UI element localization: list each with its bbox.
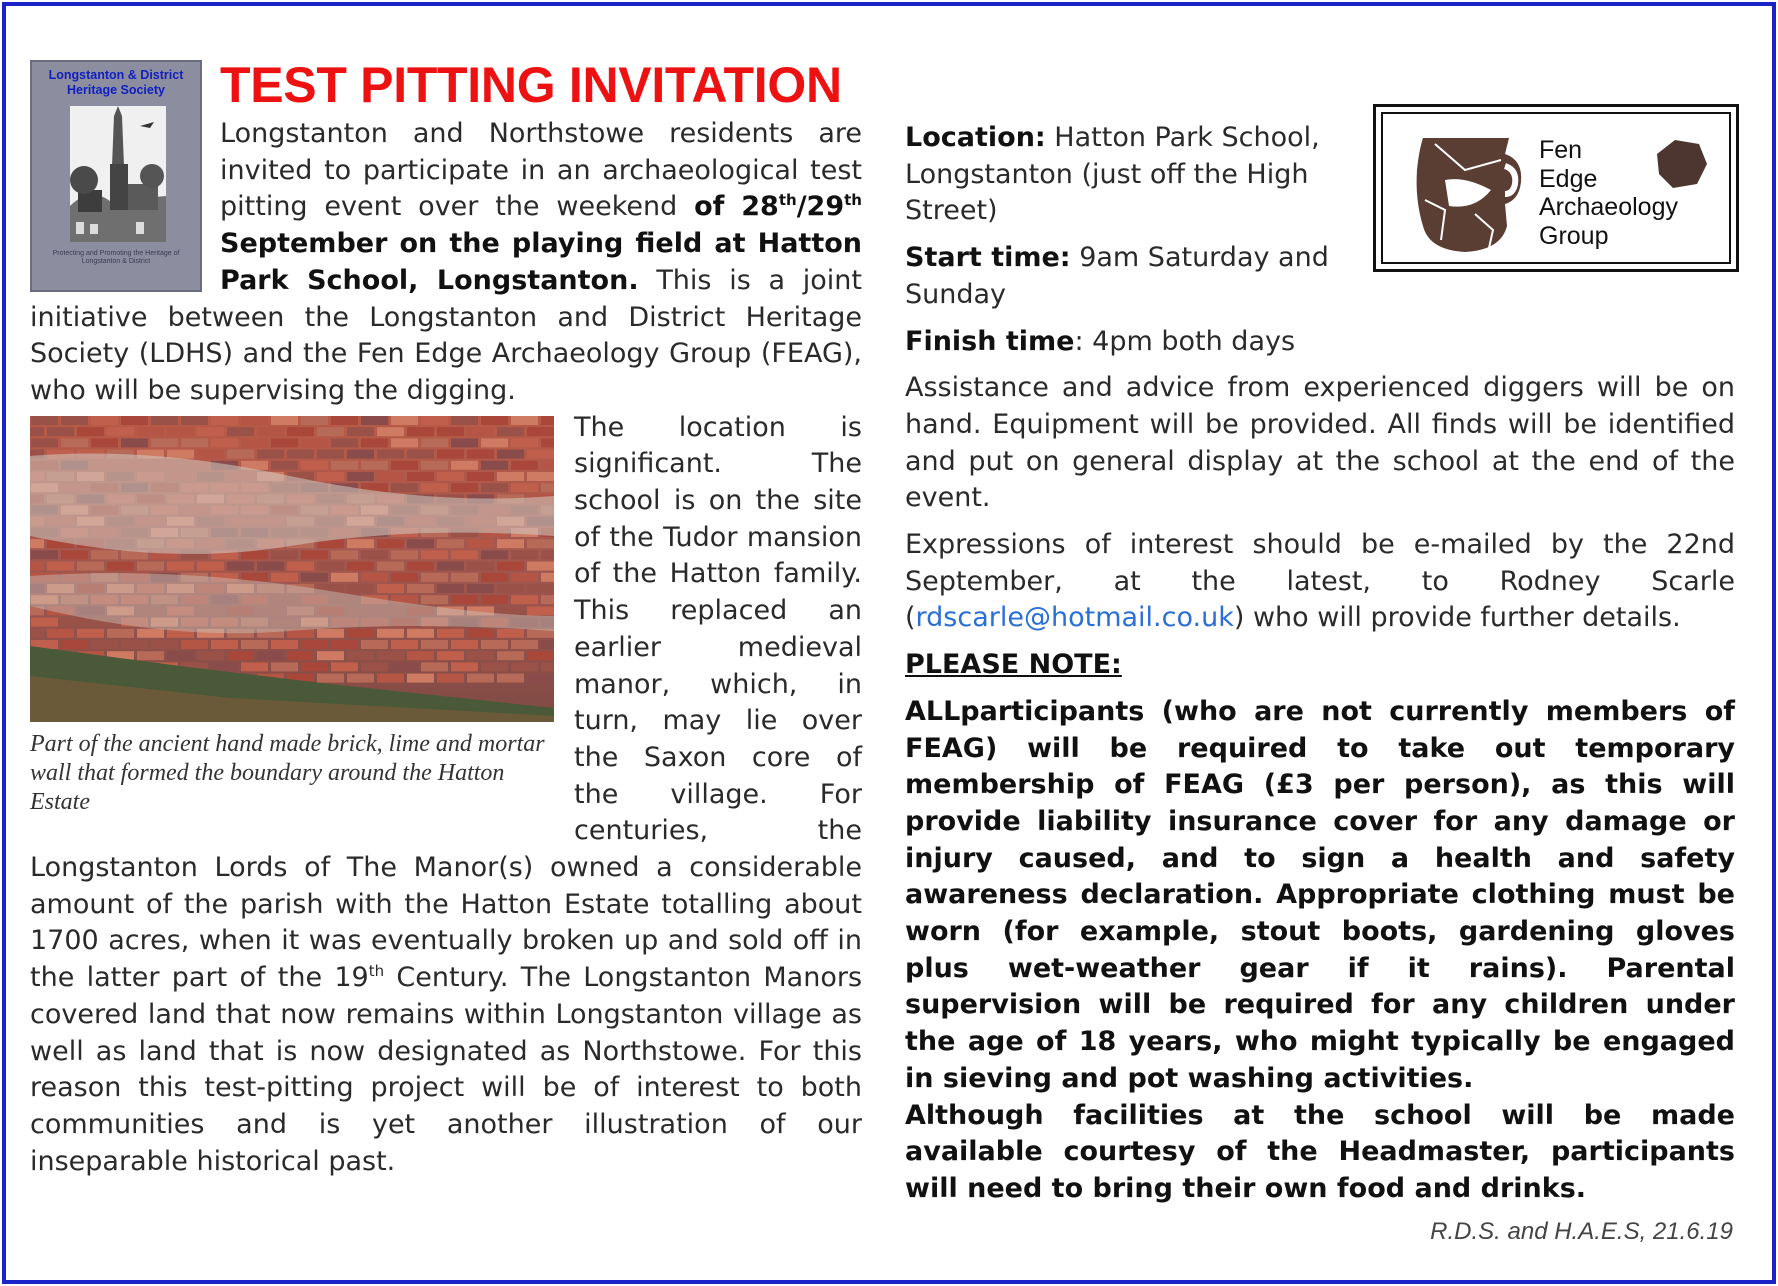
brick	[481, 572, 508, 581]
brick	[391, 438, 418, 447]
brick	[437, 651, 464, 660]
brick	[197, 561, 224, 570]
brick	[317, 628, 344, 637]
brick	[347, 561, 374, 570]
feag-line-edge: Edge	[1539, 164, 1598, 193]
brick	[271, 438, 298, 447]
brick	[301, 640, 328, 649]
ldhs-logo-subtitle: Protecting and Promoting the Heritage of Longstanton & District	[52, 250, 180, 265]
brick	[511, 416, 538, 425]
brick	[181, 416, 208, 425]
brick	[377, 449, 404, 458]
brick	[377, 628, 404, 637]
brick	[257, 561, 284, 570]
brick	[467, 472, 494, 481]
brick	[47, 427, 74, 436]
email-link[interactable]: rdscarle@hotmail.co.uk	[915, 602, 1234, 634]
ldhs-title-line2: Heritage Society	[67, 83, 165, 97]
brick	[407, 584, 434, 593]
finish-time-value: : 4pm both days	[1074, 325, 1296, 357]
brick	[407, 673, 434, 682]
brick	[347, 449, 374, 458]
brick	[257, 651, 284, 660]
brick	[211, 640, 238, 649]
brick	[481, 595, 508, 604]
brick	[527, 427, 554, 436]
brick	[497, 651, 524, 660]
brick	[137, 651, 164, 660]
brick	[331, 550, 358, 559]
location-value: Hatton Park School, Longstanton (just off the High Street)	[905, 122, 1320, 227]
brick	[227, 427, 254, 436]
brick	[421, 662, 448, 671]
ldhs-logo-title	[36, 68, 196, 98]
brick	[137, 561, 164, 570]
brick	[541, 595, 554, 604]
brick	[497, 561, 524, 570]
brick	[421, 595, 448, 604]
brick	[271, 662, 298, 671]
brick	[137, 427, 164, 436]
location-label: Location:	[905, 122, 1046, 153]
brick	[511, 595, 538, 604]
brick	[467, 673, 494, 682]
brick	[61, 640, 88, 649]
brick	[31, 438, 58, 447]
brick	[527, 584, 554, 593]
brick	[497, 449, 524, 458]
brick	[437, 472, 464, 481]
brick	[467, 651, 494, 660]
brick	[257, 427, 284, 436]
brick	[151, 640, 178, 649]
signature: R.D.S. and H.A.E.S, 21.6.19	[1430, 1217, 1733, 1245]
brick	[331, 438, 358, 447]
brick	[421, 572, 448, 581]
brick	[377, 561, 404, 570]
brick	[451, 438, 478, 447]
brick	[287, 427, 314, 436]
brick-wall-photo	[30, 416, 554, 722]
brick	[137, 628, 164, 637]
brick	[331, 640, 358, 649]
brick	[527, 606, 554, 615]
brick	[241, 438, 268, 447]
intro-bold-of: of	[694, 191, 725, 223]
brick	[151, 416, 178, 425]
brick	[151, 438, 178, 447]
page-title: TEST PITTING INVITATION	[220, 57, 842, 113]
brick	[347, 539, 374, 548]
right-column	[905, 120, 1735, 1248]
brick	[451, 483, 478, 492]
brick	[197, 449, 224, 458]
brick	[167, 651, 194, 660]
interest-text: Expressions of interest should be e-mailed by the 22nd September, at the latest, to Rodney Scarle (	[905, 529, 1735, 634]
brick	[30, 539, 44, 548]
brick	[61, 550, 88, 559]
brick	[511, 640, 538, 649]
intro-text-continued: This is a joint initiative between the Longstanton and District Heritage Society (LDHS) and the Fen Edge Archaeology Group (FEAG), who will be supervising the digging.	[30, 264, 863, 406]
brick	[287, 561, 314, 570]
brick	[437, 628, 464, 637]
brick	[31, 617, 58, 626]
brick	[91, 416, 118, 425]
brick	[391, 460, 418, 469]
brick	[47, 561, 74, 570]
brick	[541, 416, 554, 425]
brick	[181, 438, 208, 447]
brick	[451, 416, 478, 425]
brick	[451, 595, 478, 604]
start-time-label: Start time:	[905, 242, 1071, 274]
brick	[407, 539, 434, 548]
brick	[241, 550, 268, 559]
brick	[30, 561, 44, 570]
brick	[407, 628, 434, 637]
brick	[31, 550, 58, 559]
please-note-heading: PLEASE NOTE:	[905, 649, 1122, 681]
brick	[271, 416, 298, 425]
brick	[167, 427, 194, 436]
brick	[437, 427, 464, 436]
brick	[391, 640, 418, 649]
note-paragraph-2: Although facilities at the school will be made available courtesy of the Headmaster, participants will need to bring their own food and drinks.	[905, 1099, 1735, 1204]
brick	[317, 651, 344, 660]
brick	[407, 651, 434, 660]
brick	[107, 561, 134, 570]
brick	[331, 416, 358, 425]
brick	[301, 662, 328, 671]
brick	[347, 427, 374, 436]
brick	[361, 460, 388, 469]
brick	[511, 483, 538, 492]
brick	[61, 416, 88, 425]
brick	[257, 449, 284, 458]
brick	[377, 427, 404, 436]
brick	[437, 539, 464, 548]
brick	[377, 472, 404, 481]
brick	[241, 640, 268, 649]
brick	[317, 427, 344, 436]
brick	[91, 550, 118, 559]
brick	[437, 584, 464, 593]
brick	[347, 628, 374, 637]
brick	[331, 662, 358, 671]
brick	[211, 416, 238, 425]
brick	[391, 550, 418, 559]
assistance-paragraph: Assistance and advice from experienced diggers will be on hand. Equipment will be provided. All finds will be identified and put on general display at the school at the end of the event.	[905, 372, 1735, 514]
brick	[391, 662, 418, 671]
interest-text-continued: ) who will provide further details.	[1233, 602, 1681, 634]
interest-paragraph	[905, 527, 1735, 637]
brick	[451, 460, 478, 469]
brick	[451, 640, 478, 649]
brick	[467, 427, 494, 436]
brick	[331, 572, 358, 581]
brick	[347, 584, 374, 593]
brick	[47, 628, 74, 637]
brick	[347, 673, 374, 682]
brick	[361, 438, 388, 447]
brick	[407, 427, 434, 436]
brick	[91, 640, 118, 649]
feag-logo	[1373, 104, 1739, 272]
brick	[121, 438, 148, 447]
brick	[241, 662, 268, 671]
brick	[481, 416, 508, 425]
brick	[377, 673, 404, 682]
brick	[77, 628, 104, 637]
brick	[61, 438, 88, 447]
brick	[287, 651, 314, 660]
brick	[287, 449, 314, 458]
brick	[541, 550, 554, 559]
brick	[301, 550, 328, 559]
brick	[167, 449, 194, 458]
brick	[511, 438, 538, 447]
brick	[541, 572, 554, 581]
brick	[481, 662, 508, 671]
figure-caption: Part of the ancient hand made brick, lime and mortar wall that formed the boundary around the Hatton Estate	[30, 730, 545, 815]
brick	[481, 640, 508, 649]
brick	[301, 438, 328, 447]
brick	[121, 640, 148, 649]
brick	[377, 651, 404, 660]
brick	[421, 640, 448, 649]
finish-time-line	[905, 324, 1735, 361]
history-text-continued: Century. The Longstanton Manors covered land that now remains within Longstanton village as well as land that is now designated as Northstowe. For this reason this test-pitting project will be of interest to both communities and is yet another illustration of our inseparable historical past.	[30, 962, 863, 1177]
brick	[227, 561, 254, 570]
brick	[391, 483, 418, 492]
event-date: 28th/29th September on the playing field at Hatton Park School, Longstanton.	[220, 191, 862, 296]
brick	[497, 539, 524, 548]
brick	[481, 550, 508, 559]
brick	[481, 438, 508, 447]
brick	[30, 427, 44, 436]
brick	[227, 651, 254, 660]
brick	[527, 561, 554, 570]
brick	[437, 561, 464, 570]
shard-icon	[1653, 138, 1709, 190]
brick	[271, 572, 298, 581]
brick	[30, 628, 44, 637]
brick	[451, 662, 478, 671]
brick	[407, 449, 434, 458]
brick	[347, 651, 374, 660]
brick	[107, 427, 134, 436]
start-time-value: 9am Saturday and Sunday	[905, 242, 1329, 310]
brick	[241, 416, 268, 425]
ldhs-logo	[30, 60, 202, 292]
brick	[301, 416, 328, 425]
feag-line-archaeology: Archaeology	[1539, 193, 1678, 221]
brick	[317, 673, 344, 682]
history-sup: th	[368, 962, 385, 981]
brick	[497, 584, 524, 593]
brick	[511, 572, 538, 581]
note-paragraph-1: ALLparticipants (who are not currently members of FEAG) will be required to take out temporary membership of FEAG (£3 per person), as this will provide liability insurance cover for any damage or injury caused, and to sign a health and safety awareness declaration. Appropriate clothing must be worn (for example, stout boots, gardening gloves plus wet-weather gear if it rains). Parental supervision will be required for any children under the age of 18 years, who might typically be engaged in sieving and pot washing activities.	[905, 695, 1735, 1094]
brick	[181, 640, 208, 649]
brick	[481, 460, 508, 469]
brick	[361, 550, 388, 559]
brick	[271, 460, 298, 469]
left-column	[30, 56, 862, 1180]
brick	[361, 572, 388, 581]
brick	[541, 640, 554, 649]
brick	[391, 416, 418, 425]
brick	[361, 640, 388, 649]
brick	[271, 550, 298, 559]
brick	[407, 472, 434, 481]
brick	[527, 539, 554, 548]
brick	[467, 584, 494, 593]
brick	[467, 539, 494, 548]
brick	[301, 572, 328, 581]
pot-icon	[1405, 130, 1527, 258]
brick	[167, 561, 194, 570]
brick	[467, 628, 494, 637]
brick	[437, 673, 464, 682]
brick	[497, 628, 524, 637]
brick	[331, 460, 358, 469]
brick	[421, 438, 448, 447]
brick	[391, 572, 418, 581]
brick	[451, 550, 478, 559]
brick	[61, 617, 88, 626]
brick	[467, 449, 494, 458]
brick	[541, 438, 554, 447]
church-icon	[70, 106, 166, 242]
brick	[211, 438, 238, 447]
intro-text: Longstanton and Northstowe residents are invited to participate in an archaeological test pitting event over the weekend	[220, 118, 862, 223]
brick	[271, 640, 298, 649]
brick	[497, 472, 524, 481]
brick	[541, 483, 554, 492]
brick	[527, 673, 554, 682]
brick	[497, 673, 524, 682]
feag-line-fen: Fen	[1539, 136, 1583, 164]
brick	[421, 483, 448, 492]
brick	[421, 416, 448, 425]
brick	[481, 483, 508, 492]
brick	[301, 460, 328, 469]
brick	[511, 550, 538, 559]
brick	[347, 472, 374, 481]
brick	[451, 572, 478, 581]
brick	[527, 472, 554, 481]
brick	[527, 449, 554, 458]
figure	[30, 416, 558, 817]
brick	[317, 472, 344, 481]
brick	[511, 662, 538, 671]
feag-line-group: Group	[1539, 221, 1609, 250]
brick	[421, 460, 448, 469]
brick	[377, 584, 404, 593]
brick	[107, 628, 134, 637]
brick	[467, 561, 494, 570]
history-text: The location is significant. The school is on the site of the Tudor mansion of the Hatton family. This replaced an earlier medieval manor, which, in turn, may lie over the Saxon core of the village. For centuries, the Longstanton Lords of The Manor(s) owned a considerable amount of the parish with the Hatton Estate totalling about 1700 acres, when it was eventually broken up and sold off in the latter part of the 19	[30, 411, 862, 994]
brick	[31, 416, 58, 425]
brick	[497, 427, 524, 436]
brick	[421, 550, 448, 559]
brick	[91, 438, 118, 447]
brick	[437, 449, 464, 458]
brick	[541, 662, 554, 671]
brick	[317, 561, 344, 570]
brick	[77, 427, 104, 436]
brick	[361, 662, 388, 671]
brick	[227, 449, 254, 458]
brick	[197, 427, 224, 436]
brick	[541, 460, 554, 469]
brick	[407, 561, 434, 570]
brick	[121, 416, 148, 425]
brick	[197, 651, 224, 660]
ldhs-title-line1: Longstanton & District	[48, 68, 184, 82]
finish-time-label: Finish time	[905, 325, 1075, 357]
brick	[317, 449, 344, 458]
brick	[527, 651, 554, 660]
brick	[511, 460, 538, 469]
brick	[77, 561, 104, 570]
brick	[377, 539, 404, 548]
brick	[361, 416, 388, 425]
brick	[211, 662, 238, 671]
